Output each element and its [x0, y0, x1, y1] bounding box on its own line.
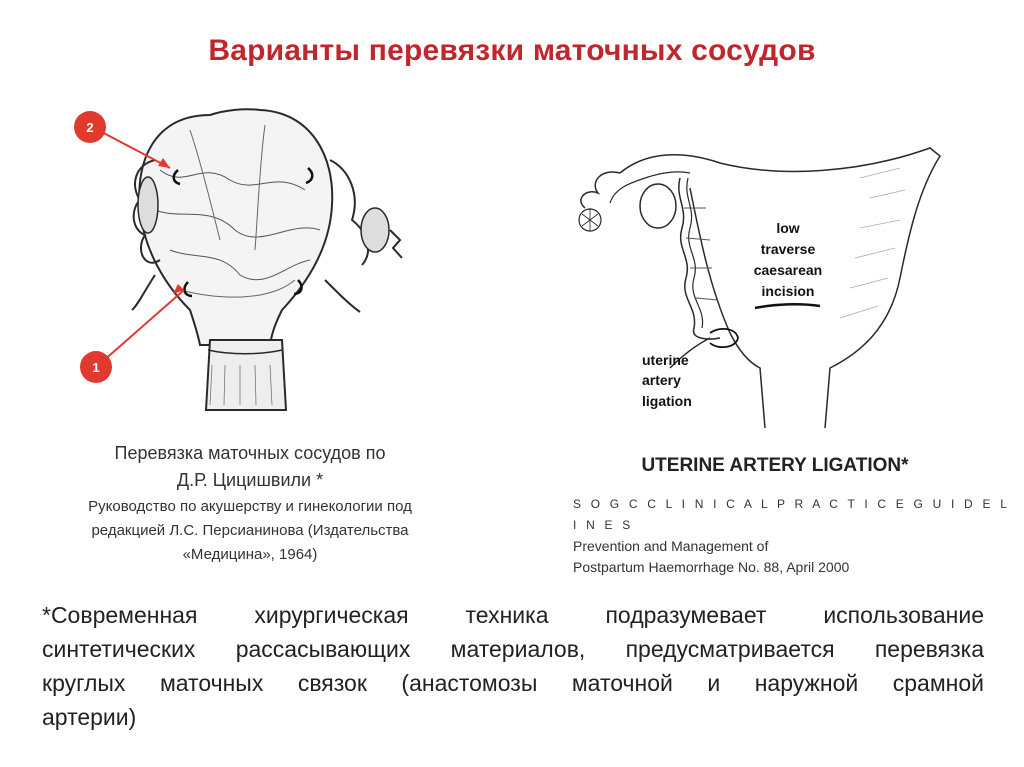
incision-label-4: incision [761, 283, 815, 299]
marker-1 [80, 351, 112, 383]
incision-label-3: caesarean [753, 262, 823, 278]
footnote-line-4: артерии) [42, 704, 137, 730]
svg-text:2: 2 [86, 120, 94, 135]
uterus-ligation-illustration [60, 100, 420, 420]
right-source-line-1: S O G C C L I N I C A L P R A C T I C E G U I D E L I N E S [573, 497, 1010, 532]
left-source-line-1: Руководство по акушерству и гинекологии под [88, 498, 412, 515]
marker-2 [74, 111, 106, 143]
left-caption [40, 440, 460, 566]
footnote [42, 598, 984, 734]
footnote-line-1: *Современная хирургическая техника подразумевает использование [42, 602, 984, 628]
right-source-line-2: Prevention and Management of [573, 538, 769, 554]
footnote-line-2: синтетических рассасывающих материалов, предусматривается перевязка [42, 636, 984, 662]
footnote-line-3: круглых маточных связок (анастомозы маточной и наружной срамной [42, 670, 984, 696]
left-source-line-3: «Медицина», 1964) [182, 546, 318, 563]
right-source-line-3: Postpartum Haemorrhage No. 88, April 2000 [573, 559, 850, 575]
ligation-label-1: uterine [642, 352, 689, 368]
left-caption-line-1: Перевязка маточных сосудов по [114, 443, 386, 463]
ligation-label-3: ligation [642, 393, 692, 409]
left-source-line-2: редакцией Л.С. Персианинова (Издательства [91, 522, 409, 539]
left-caption-line-2: Д.Р. Цицишвили * [176, 470, 324, 490]
page-title: Варианты перевязки маточных сосудов [208, 34, 816, 67]
right-caption-title: UTERINE ARTERY LIGATION* [641, 455, 909, 476]
svg-text:1: 1 [92, 360, 100, 375]
right-caption-source [573, 494, 1013, 578]
ligation-label-2: artery [642, 372, 681, 388]
incision-label-1: low [776, 220, 800, 236]
uterine-artery-ligation-diagram [560, 128, 950, 433]
incision-label-2: traverse [760, 241, 816, 257]
